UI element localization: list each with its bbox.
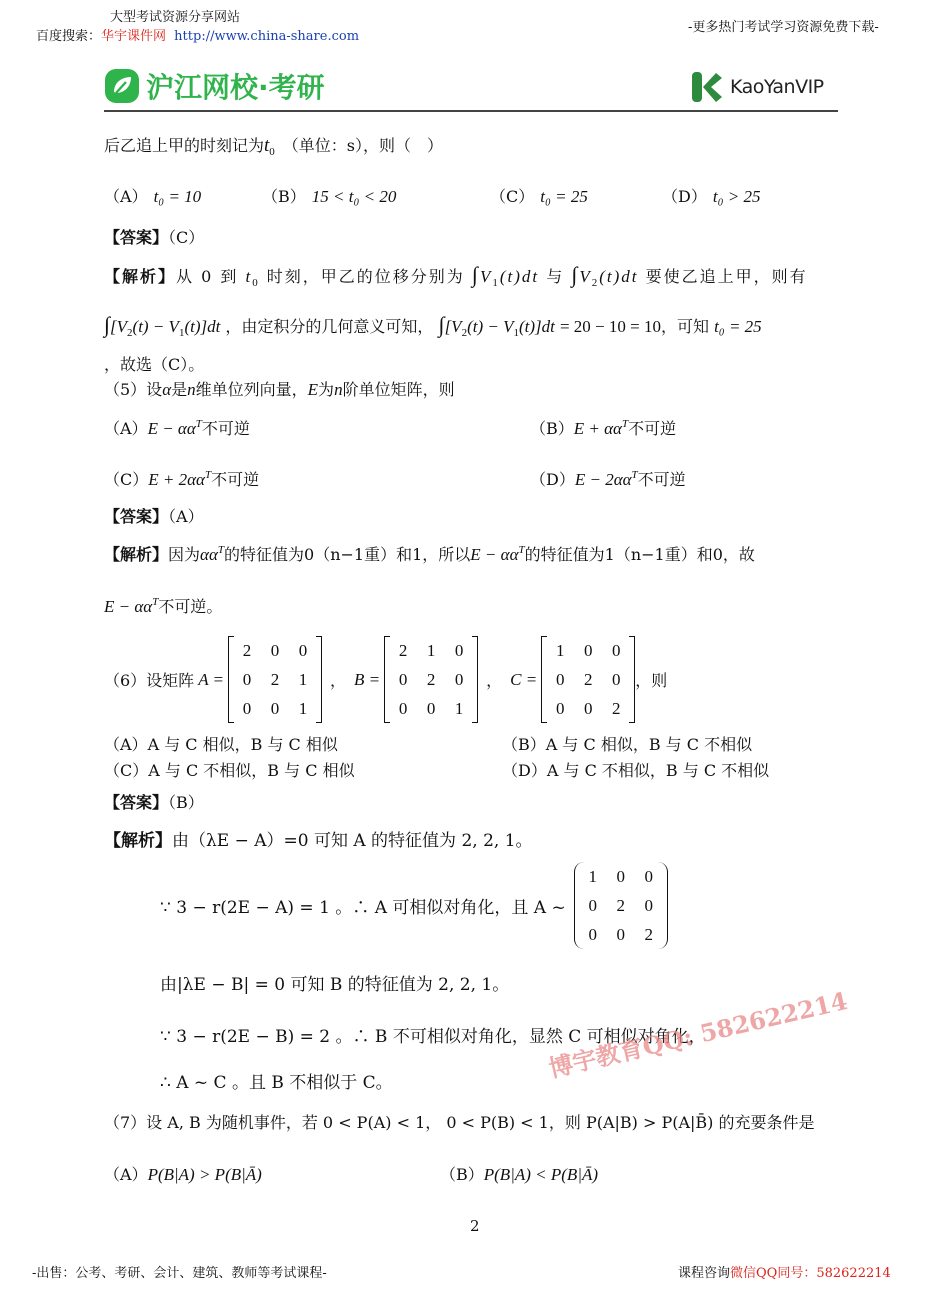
option-tail: 不可逆 xyxy=(628,419,677,438)
option-expr: t₀ = 10 xyxy=(153,187,202,206)
analysis-text: 1（n−1重）和0，故 xyxy=(604,545,755,564)
q7-option-b xyxy=(440,1162,598,1185)
q7-stem: （7）设 A, B 为随机事件，若 0 < P(A) < 1， 0 < P(B) < 1，则 P(A|B) > P(A|B̄) 的充要条件是 xyxy=(104,1113,815,1132)
analysis-expr: t₀ = 25 xyxy=(714,317,762,336)
q5-text: 维单位列向量， xyxy=(195,380,308,399)
site-name: 大型考试资源分享网站 xyxy=(110,10,241,25)
q4-answer xyxy=(104,225,204,248)
answer-value: （A） xyxy=(168,507,204,526)
search-term[interactable]: 华宇课件网 xyxy=(101,29,167,44)
analysis-text: 与 xyxy=(546,267,565,286)
analysis-label: 【解析】 xyxy=(104,267,177,286)
q4-text-after: （单位：s），则（ ） xyxy=(282,136,444,155)
answer-label: 【答案】 xyxy=(104,507,169,526)
option-expr: P(B|A) > P(B|Ā) xyxy=(147,1165,262,1184)
matrix-cell: 0 xyxy=(583,641,593,660)
q5-analysis-line2: $E - \alpha\alpha^T$不可逆。 xyxy=(104,596,223,616)
q5-text: （5）设 xyxy=(104,380,163,399)
option-label: （B） xyxy=(530,419,574,438)
option-label: （A） xyxy=(104,187,148,206)
q6-option-c xyxy=(104,758,355,781)
search-label: 百度搜索： xyxy=(36,29,102,44)
option-label: （C） xyxy=(104,761,149,780)
option-label: （A） xyxy=(104,1165,148,1184)
q4-text: 后乙追上甲的时刻记为 xyxy=(104,136,265,155)
option-label: （C） xyxy=(104,470,149,489)
analysis-expr: = 20 − 10 = 10 xyxy=(559,317,661,336)
footer-left: -出售：公考、考研、会计、建筑、教师等考试课程- xyxy=(32,1266,327,1281)
option-label: （D） xyxy=(502,761,547,780)
q6-answer xyxy=(104,790,204,813)
footer-qq-number[interactable]: 582622214 xyxy=(816,1266,891,1281)
matrix-c xyxy=(541,636,635,723)
logo-text: 沪江网校·考研 xyxy=(146,71,325,104)
leaf-icon xyxy=(104,68,140,104)
site-url[interactable]: http://www.china-share.com xyxy=(174,29,360,44)
matrix-cell: 0 xyxy=(583,699,593,718)
q4-option-b xyxy=(262,184,396,207)
option-text: A 与 C 相似，B 与 C 不相似 xyxy=(545,735,753,754)
matrix-cell: 0 xyxy=(298,641,308,660)
option-expr: 15 < t₀ < 20 xyxy=(311,187,397,206)
analysis-text: 因为 xyxy=(168,545,201,564)
kaoyanvip-text: KaoYanVIP xyxy=(730,76,824,98)
matrix-cell: 1 xyxy=(555,641,565,660)
option-expr: E − 2αα xyxy=(574,470,632,489)
q6-option-a xyxy=(104,732,338,755)
option-label: （D） xyxy=(662,187,707,206)
matrix-cell: 0 xyxy=(398,699,408,718)
option-expr: P(B|A) < P(B|Ā) xyxy=(483,1165,599,1184)
q5-text: 是 xyxy=(171,380,188,399)
option-text: A 与 C 不相似，B 与 C 相似 xyxy=(148,761,355,780)
matrix-cell: 2 xyxy=(644,925,653,944)
q4-analysis-line2: $\int[V_2(t) - V_1(t)]dt$ ，由定积分的几何意义可知， $\int[V_2(t) - V_1(t)]dt = 20 - 10 = 10$，可知 t₀ = 25 xyxy=(104,312,762,339)
answer-value: （C） xyxy=(168,228,205,247)
matrix-cell: 0 xyxy=(588,896,597,915)
option-label: （A） xyxy=(104,735,148,754)
footer-right xyxy=(678,1262,891,1281)
analysis-text: ∵ 3 − r(2E − A) = 1 。∴ A 可相似对角化，且 A ~ xyxy=(160,898,566,918)
q7-option-a xyxy=(104,1162,262,1185)
hujiang-logo xyxy=(104,66,325,106)
matrix-cell: 0 xyxy=(611,670,621,689)
matrix-cell: 2 xyxy=(616,896,625,915)
matrix-cell: 1 xyxy=(426,641,436,660)
q5-answer xyxy=(104,504,204,527)
matrix-cell: 0 xyxy=(644,896,653,915)
q6-stem: （6）设矩阵 A = 2 0 0 0 2 1 0 0 1 ， B = 2 1 0 0 2 0 0 0 1 ， C = 1 0 0 0 2 0 0 0 2 ，则 xyxy=(104,636,667,723)
option-label: （B） xyxy=(502,735,546,754)
analysis-label: 【解析】 xyxy=(104,545,169,564)
matrix-cell: 0 xyxy=(242,670,252,689)
answer-value: （B） xyxy=(168,793,204,812)
matrix-cell: 0 xyxy=(270,699,280,718)
q6-option-b xyxy=(502,732,752,755)
option-expr: E + αα xyxy=(573,419,622,438)
option-label: （D） xyxy=(530,470,575,489)
matrix-cell: 1 xyxy=(454,699,464,718)
matrix-cell: 0 xyxy=(426,699,436,718)
header-divider xyxy=(104,110,838,112)
k-icon xyxy=(690,70,724,104)
q6-text: ，则 xyxy=(635,671,668,690)
q5-analysis-line1: 【解析】因为$\alpha\alpha^T$的特征值为0（n−1重）和1，所以$E - \alpha\alpha^T$的特征值为1（n−1重）和0，故 xyxy=(104,544,755,564)
matrix-cell: 0 xyxy=(616,867,625,886)
qq-watermark: 博宇教育QQ: 582622214 xyxy=(546,985,851,1083)
q4-option-a xyxy=(104,184,201,207)
q6-analysis-1 xyxy=(104,826,533,851)
q4-option-c xyxy=(490,184,588,207)
answer-label: 【答案】 xyxy=(104,228,169,247)
option-label: （C） xyxy=(490,187,535,206)
matrix-cell: 1 xyxy=(588,867,597,886)
matrix-cell: 0 xyxy=(242,699,252,718)
option-label: （B） xyxy=(440,1165,484,1184)
matrix-b xyxy=(384,636,478,723)
matrix-cell: 2 xyxy=(611,699,621,718)
q6-option-d xyxy=(502,758,769,781)
option-tail: 不可逆 xyxy=(637,470,686,489)
t-sub: 0 xyxy=(269,146,275,158)
q5-option-c: $(C)E + 2\alpha\alpha^T$不可逆 xyxy=(104,469,260,489)
q6-analysis-3: 由|λE − B| = 0 可知 B 的特征值为 2, 2, 1。 xyxy=(160,975,510,995)
q5-option-b: $(B)E + \alpha\alpha^T$不可逆 xyxy=(530,418,677,438)
option-label: （A） xyxy=(104,419,148,438)
matrix-cell: 0 xyxy=(555,670,565,689)
matrix-cell: 1 xyxy=(298,699,308,718)
matrix-cell: 0 xyxy=(398,670,408,689)
analysis-text: 要使乙追上甲，则有 xyxy=(645,267,808,286)
matrix-cell: 2 xyxy=(583,670,593,689)
matrix-cell: 2 xyxy=(242,641,252,660)
option-expr: t₀ > 25 xyxy=(712,187,761,206)
search-hint xyxy=(36,25,359,44)
option-expr: t₀ = 25 xyxy=(540,187,588,206)
kaoyanvip-logo xyxy=(690,70,824,104)
option-text: A 与 C 不相似，B 与 C 不相似 xyxy=(546,761,770,780)
matrix-cell: 0 xyxy=(454,670,464,689)
q5-text: 为 xyxy=(318,380,335,399)
matrix-cell: 0 xyxy=(270,641,280,660)
matrix-cell: 0 xyxy=(555,699,565,718)
matrix-cell: 2 xyxy=(398,641,408,660)
q5-option-a: $(A)E - \alpha\alpha^T$不可逆 xyxy=(104,418,250,438)
analysis-text: 的特征值为 xyxy=(224,545,305,564)
option-text: A 与 C 相似，B 与 C 相似 xyxy=(147,735,338,754)
analysis-text: 从 0 到 xyxy=(176,267,239,286)
matrix-cell: 2 xyxy=(270,670,280,689)
page-number: 2 xyxy=(470,1217,480,1235)
footer-consult: 课程咨询 xyxy=(678,1266,731,1281)
t-var: t xyxy=(264,135,270,156)
matrix-cell: 0 xyxy=(588,925,597,944)
footer-contact-label: 微信QQ同号： xyxy=(730,1266,817,1281)
q5-text: 阶单位矩阵，则 xyxy=(342,380,455,399)
diag-matrix xyxy=(574,862,668,949)
q5-option-d: $(D)E - 2\alpha\alpha^T$不可逆 xyxy=(530,469,686,489)
option-label: （B） xyxy=(262,187,306,206)
matrix-cell: 0 xyxy=(644,867,653,886)
q6-analysis-4: ∵ 3 − r(2E − B) = 2 。∴ B 不可相似对角化，显然 C 可相似对角化， xyxy=(160,1027,706,1047)
matrix-cell: 2 xyxy=(426,670,436,689)
q4-analysis-line1: 【解析】从 0 到 $t_0$ 时刻，甲乙的位移分别为 $\int V_1(t)dt$ 与 $\int V_2(t)dt$ 要使乙追上甲，则有 xyxy=(104,262,808,289)
analysis-label: 【解析】 xyxy=(104,831,172,851)
analysis-text: 的特征值为 xyxy=(524,545,605,564)
matrix-cell: 0 xyxy=(616,925,625,944)
q5-stem: （5）设α是n维单位列向量，E为n阶单位矩阵，则 xyxy=(104,380,455,399)
matrix-cell: 0 xyxy=(611,641,621,660)
q6-text: （6）设矩阵 xyxy=(104,671,195,690)
q4-stem-tail xyxy=(104,133,443,158)
option-tail: 不可逆 xyxy=(201,419,250,438)
option-tail: 不可逆 xyxy=(211,470,260,489)
q6-analysis-2 xyxy=(160,862,668,949)
analysis-text: 0（n−1重）和1，所以 xyxy=(304,545,471,564)
option-expr: E − αα xyxy=(147,419,196,438)
download-note: -更多热门考试学习资源免费下载- xyxy=(688,20,879,35)
analysis-text: 时刻，甲乙的位移分别为 xyxy=(266,267,465,286)
analysis-text: 不可逆。 xyxy=(158,597,223,616)
matrix-cell: 0 xyxy=(454,641,464,660)
matrix-cell: 1 xyxy=(298,670,308,689)
analysis-text: 由（λE − A）=0 可知 A 的特征值为 2, 2, 1。 xyxy=(172,831,533,851)
q6-analysis-5: ∴ A ~ C 。且 B 不相似于 C。 xyxy=(160,1073,393,1093)
answer-label: 【答案】 xyxy=(104,793,169,812)
analysis-text: ，由定积分的几何意义可知， xyxy=(225,317,434,336)
option-expr: E + 2αα xyxy=(148,470,205,489)
analysis-text: ，可知 xyxy=(660,317,709,336)
matrix-a xyxy=(228,636,322,723)
q4-analysis-line3: ，故选（C）。 xyxy=(104,355,205,374)
q4-option-d xyxy=(662,184,760,207)
